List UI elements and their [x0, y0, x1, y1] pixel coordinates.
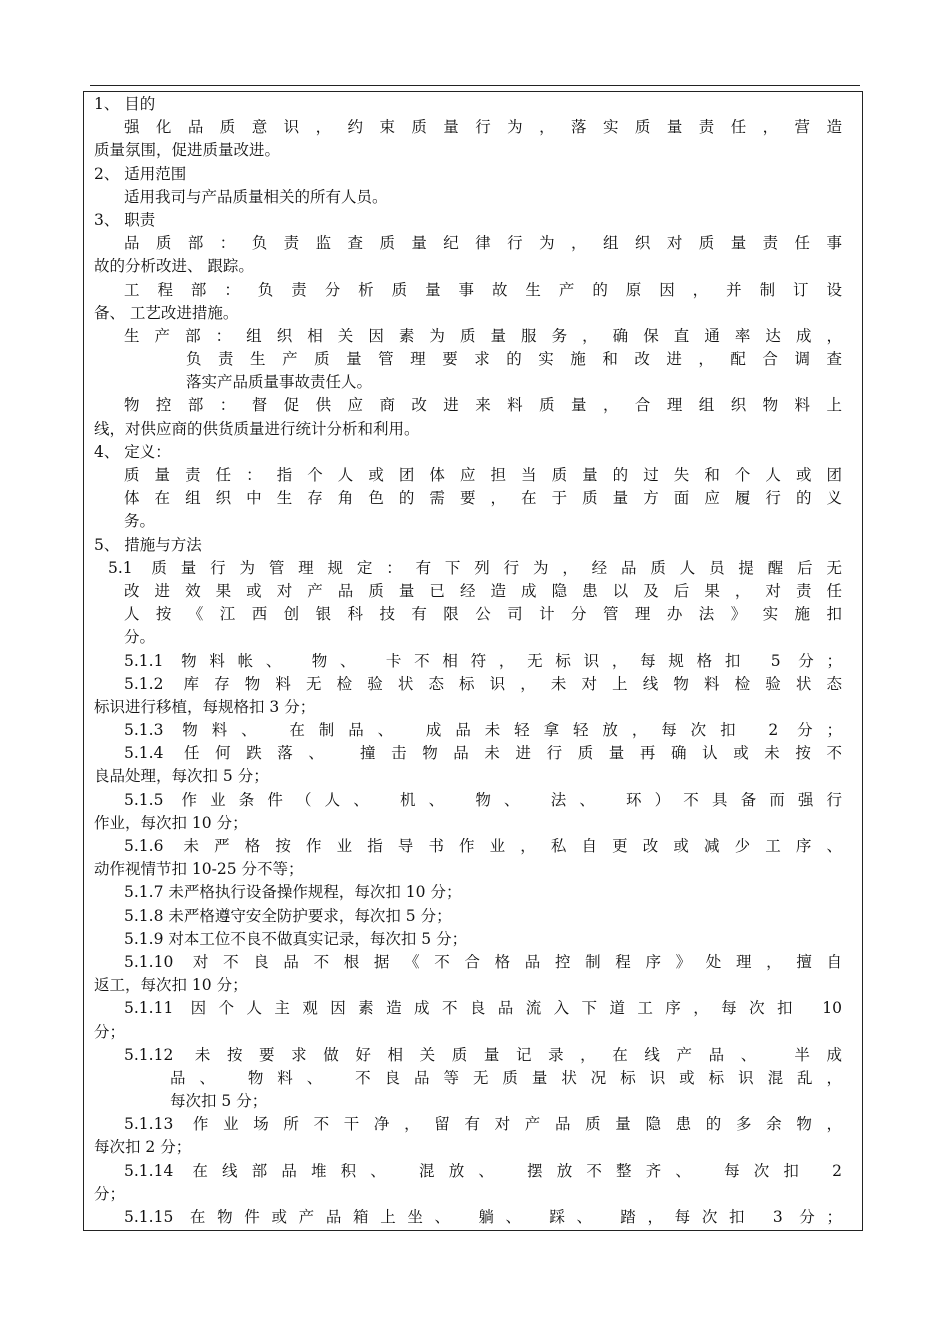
- text-line: 作业，每次扣 10 分；: [94, 813, 248, 832]
- text-line: 5、 措施与方法: [94, 535, 202, 554]
- text-line: 5.1.15 在物件或产品箱上坐、 躺、 踩、 踏，每次扣 3 分；: [124, 1208, 842, 1226]
- text-line: 备、 工艺改进措施。: [94, 303, 239, 322]
- text-line: 5.1.9 对本工位不良不做真实记录，每次扣 5 分；: [124, 929, 468, 948]
- document-body: [94, 93, 842, 1229]
- text-line: 5.1.6 未严格按作业指导书作业，私自更改或减少工序、: [124, 837, 842, 855]
- text-line: 适用我司与产品质量相关的所有人员。: [124, 187, 388, 206]
- text-line: 线，对供应商的供货质量进行统计分析和利用。: [94, 419, 420, 438]
- text-line: 5.1.5 作业条件（人、 机、 物、 法、 环）不具备而强行: [124, 790, 842, 809]
- text-line: 5.1 质量行为管理规定：有下列行为，经品质人员提醒后无: [108, 558, 842, 577]
- text-line: 标识进行移植，每规格扣 3 分；: [94, 697, 316, 716]
- text-line: 负责生产质量管理要求的实施和改进，配合调查: [186, 350, 842, 369]
- text-line: 5.1.8 未严格遵守安全防护要求，每次扣 5 分；: [124, 906, 452, 925]
- text-line: 1、 目的: [94, 95, 156, 113]
- text-line: 品、 物料、 不良品等无质量状况标识或标识混乱，: [170, 1068, 842, 1087]
- header-rule: [90, 85, 860, 86]
- text-line: 5.1.2 库存物料无检验状态标识，未对上线物料检验状态: [124, 674, 842, 693]
- text-line: 4、 定义：: [94, 442, 171, 461]
- text-line: 品质部：负责监查质量纪律行为，组织对质量责任事: [124, 234, 842, 253]
- text-line: 质量责任：指个人或团体应担当质量的过失和个人或团: [124, 466, 842, 484]
- text-line: 体在组织中生存角色的需要，在于质量方面应履行的义: [124, 489, 842, 508]
- text-line: 5.1.4 任何跌落、 撞击物品未进行质量再确认或未按不: [124, 744, 842, 763]
- text-line: 分；: [94, 1184, 126, 1203]
- text-line: 分；: [94, 1022, 126, 1041]
- text-line: 物控部：督促供应商改进来料质量，合理组织物料上: [124, 396, 842, 415]
- text-line: 分。: [124, 628, 156, 647]
- text-line: 强化品质意识，约束质量行为，落实质量责任，营造: [124, 118, 842, 137]
- text-line: 人按《江西创银科技有限公司计分管理办法》实施扣: [124, 605, 842, 624]
- text-line: 5.1.10 对不良品不根据《不合格品控制程序》处理，擅自: [124, 952, 842, 971]
- text-line: 良品处理，每次扣 5 分；: [94, 767, 269, 786]
- text-line: 5.1.12 未按要求做好相关质量记录，在线产品、 半成: [124, 1045, 842, 1064]
- text-line: 5.1.7 未严格执行设备操作规程，每次扣 10 分；: [124, 883, 462, 902]
- text-line: 5.1.3 物料、 在制品、 成品未轻拿轻放，每次扣 2 分；: [124, 721, 842, 740]
- text-line: 动作视情节扣 10-25 分不等；: [94, 860, 304, 879]
- text-line: 生产部：组织相关因素为质量服务，确保直通率达成，: [124, 326, 842, 345]
- text-line: 返工，每次扣 10 分；: [94, 976, 248, 995]
- text-line: 每次扣 2 分；: [94, 1138, 192, 1157]
- text-line: 改进效果或对产品质量已经造成隐患以及后果，对责任: [124, 581, 842, 600]
- text-line: 质量氛围，促进质量改进。: [94, 141, 281, 160]
- text-line: 工程部：负责分析质量事故生产的原因，并制订设: [124, 280, 842, 299]
- text-line: 5.1.14 在线部品堆积、 混放、 摆放不整齐、 每次扣 2: [124, 1161, 842, 1180]
- text-line: 5.1.13 作业场所不干净，留有对产品质量隐患的多余物，: [124, 1115, 842, 1134]
- text-line: 务。: [124, 512, 156, 531]
- text-line: 3、 职责: [94, 210, 156, 229]
- text-line: 落实产品质量事故责任人。: [186, 373, 373, 392]
- text-line: 每次扣 5 分；: [170, 1092, 268, 1111]
- text-line: 5.1.11 因个人主观因素造成不良品流入下道工序，每次扣 10: [124, 999, 842, 1018]
- text-line: 5.1.1 物料帐、 物、 卡不相符，无标识，每规格扣 5 分；: [124, 651, 842, 670]
- text-line: 2、 适用范围: [94, 164, 187, 183]
- text-line: 故的分析改进、 跟踪。: [94, 257, 254, 276]
